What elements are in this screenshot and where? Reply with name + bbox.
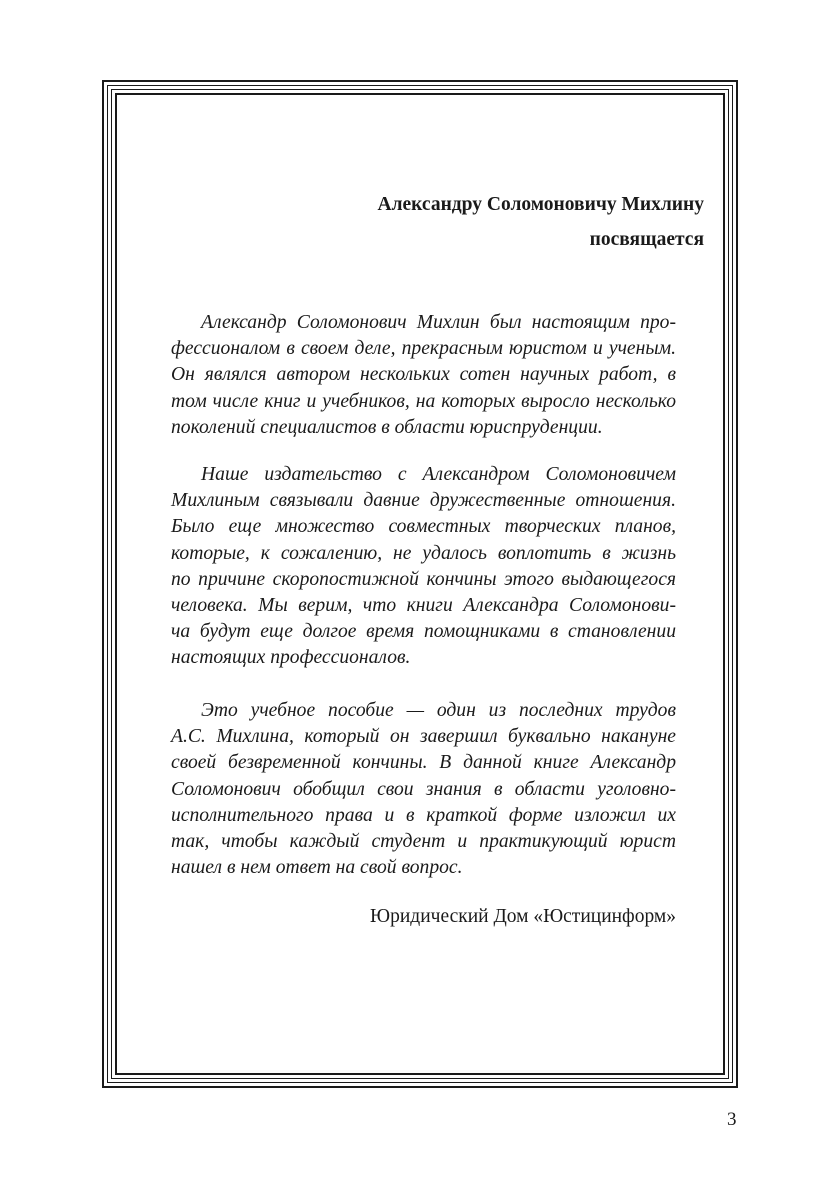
text-line: Михлиным связывали давние дружественные отношения. xyxy=(171,490,676,512)
text-line: которые, к сожалению, не удалось воплотить в жизнь xyxy=(171,542,676,564)
text-line: А.С. Михлина, который он завершил буквально накануне xyxy=(171,726,676,748)
paragraph-2 xyxy=(171,462,676,672)
text-line: настоящих профессионалов. xyxy=(171,647,411,669)
text-line: поколений специалистов в области юриспруденции. xyxy=(171,416,603,438)
text-line: фессионалом в своем деле, прекрасным юристом и ученым. xyxy=(171,338,676,360)
paragraph-3 xyxy=(171,698,676,881)
text-line: своей безвременной кончины. В данной книге Александр xyxy=(171,752,676,774)
text-line: исполнительного права и в краткой форме изложил их xyxy=(171,804,676,826)
page-number: 3 xyxy=(727,1109,737,1130)
text-line: Это учебное пособие — один из последних трудов xyxy=(201,700,676,721)
paragraph-1 xyxy=(171,310,676,441)
text-line: Было еще множество совместных творческих планов, xyxy=(171,516,676,538)
publisher-signature: Юридический Дом «Юстицинформ» xyxy=(370,906,676,927)
text-line: Александр Соломонович Михлин был настоящим про- xyxy=(201,312,676,333)
text-line: нашел в нем ответ на свой вопрос. xyxy=(171,857,463,879)
text-line: так, чтобы каждый студент и практикующий юрист xyxy=(171,831,676,853)
dedication-verb: посвящается xyxy=(589,229,704,250)
dedication-name: Александру Соломоновичу Михлину xyxy=(377,194,704,215)
text-line: Соломонович обобщил свои знания в области уголовно- xyxy=(171,778,676,800)
text-line: по причине скоропостижной кончины этого выдающегося xyxy=(171,568,676,590)
text-line: человека. Мы верим, что книги Александра Соломонови- xyxy=(171,595,676,617)
text-line: Наше издательство с Александром Соломоновичем xyxy=(201,464,676,485)
text-line: Он являлся автором нескольких сотен научных работ, в xyxy=(171,364,676,386)
text-line: ча будут еще долгое время помощниками в становлении xyxy=(171,621,676,643)
text-line: том числе книг и учебников, на которых выросло несколько xyxy=(171,390,676,412)
